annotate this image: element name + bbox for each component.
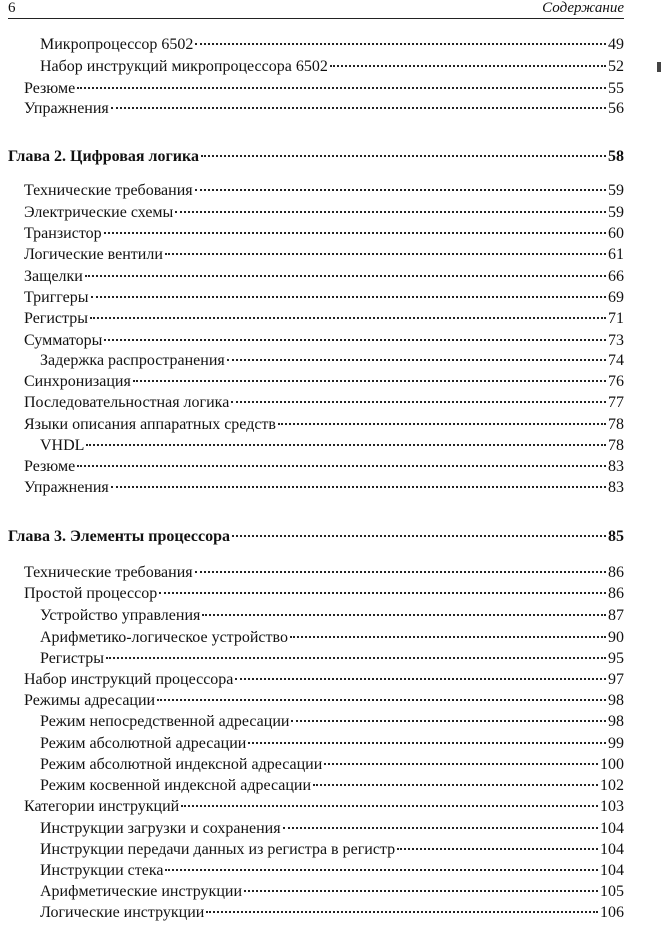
toc-entry-title: Микропроцессор 6502 bbox=[40, 36, 194, 53]
toc-leader bbox=[313, 784, 598, 786]
toc-page-number: 76 bbox=[608, 373, 624, 390]
toc-leader bbox=[181, 805, 598, 807]
toc-leader bbox=[248, 742, 606, 744]
toc-leader bbox=[77, 465, 606, 467]
toc-entry-title: Технические требования bbox=[24, 182, 193, 199]
toc-chapter-title: Глава 3. Элементы процессора bbox=[8, 528, 231, 545]
toc-entry-title: Устройство управления bbox=[40, 607, 201, 624]
toc-entry-title: Категории инструкций bbox=[24, 798, 180, 815]
toc-entry-title: Режим косвенной индексной адресации bbox=[40, 777, 312, 794]
toc-entry[interactable] bbox=[24, 98, 624, 119]
toc-entry[interactable] bbox=[40, 881, 624, 902]
toc-leader bbox=[283, 827, 598, 829]
toc-entry[interactable] bbox=[24, 690, 624, 711]
toc-leader bbox=[90, 317, 606, 319]
toc-chapter-title: Глава 2. Цифровая логика bbox=[8, 148, 199, 165]
toc-entry[interactable] bbox=[40, 818, 624, 839]
toc-page-number: 55 bbox=[608, 80, 624, 97]
toc-leader bbox=[397, 848, 598, 850]
toc-page-number: 99 bbox=[608, 735, 624, 752]
toc-page-number: 78 bbox=[608, 437, 624, 454]
toc-entry[interactable] bbox=[24, 266, 624, 287]
toc-entry-title: Простой процессор bbox=[24, 585, 158, 602]
toc-entry[interactable] bbox=[24, 583, 624, 604]
page-edge-mark bbox=[657, 62, 661, 72]
toc-entry-title: Набор инструкций процессора bbox=[24, 671, 234, 688]
toc-page-number: 49 bbox=[608, 36, 624, 53]
toc-leader bbox=[227, 359, 606, 361]
toc-entry-title: Набор инструкций микропроцессора 6502 bbox=[40, 58, 328, 75]
toc-leader bbox=[165, 253, 606, 255]
toc-entry[interactable] bbox=[24, 308, 624, 329]
toc-leader bbox=[159, 592, 606, 594]
toc-page-number: 86 bbox=[608, 564, 624, 581]
toc-page-number: 103 bbox=[600, 798, 624, 815]
toc-entry-title: Инструкции загрузки и сохранения bbox=[40, 820, 281, 837]
toc-leader bbox=[278, 423, 606, 425]
toc-leader bbox=[195, 43, 606, 45]
toc-entry-title: Режим абсолютной адресации bbox=[40, 735, 247, 752]
toc-entry-title: Триггеры bbox=[24, 289, 89, 306]
toc-chapter-entry[interactable] bbox=[8, 146, 624, 167]
toc-page-number: 85 bbox=[608, 528, 624, 545]
toc-entry[interactable] bbox=[40, 350, 624, 371]
toc-entry[interactable] bbox=[24, 392, 624, 413]
toc-leader bbox=[86, 444, 606, 446]
toc-entry-title: Технические требования bbox=[24, 564, 193, 581]
toc-entry[interactable] bbox=[40, 775, 624, 796]
toc-entry-title: Резюме bbox=[24, 458, 76, 475]
toc-page-number: 61 bbox=[608, 246, 624, 263]
toc-page-number: 104 bbox=[600, 841, 624, 858]
toc-page-number: 90 bbox=[608, 629, 624, 646]
toc-page-number: 98 bbox=[608, 692, 624, 709]
toc-leader bbox=[157, 699, 606, 701]
toc-entry-title: Транзистор bbox=[24, 225, 102, 242]
toc-entry-title: Арифметико-логическое устройство bbox=[40, 629, 288, 646]
toc-entry-title: Сумматоры bbox=[24, 332, 103, 349]
toc-page-number: 58 bbox=[608, 148, 624, 165]
toc-entry-title: Логические инструкции bbox=[40, 904, 205, 921]
toc-page-number: 60 bbox=[608, 225, 624, 242]
toc-entry[interactable] bbox=[40, 648, 624, 669]
toc-leader bbox=[206, 911, 598, 913]
toc-page-number: 74 bbox=[608, 352, 624, 369]
toc-entry[interactable] bbox=[24, 330, 624, 351]
toc-entry[interactable] bbox=[24, 78, 624, 99]
toc-page-number: 100 bbox=[600, 756, 624, 773]
toc-page-number: 105 bbox=[600, 883, 624, 900]
toc-entry-title: Режим абсолютной индексной адресации bbox=[40, 756, 323, 773]
toc-entry-title: Электрические схемы bbox=[24, 204, 174, 221]
toc-page-number: 59 bbox=[608, 204, 624, 221]
toc-entry[interactable] bbox=[40, 902, 624, 923]
toc-entry-title: Логические вентили bbox=[24, 246, 163, 263]
toc-entry[interactable] bbox=[40, 754, 624, 775]
toc-entry[interactable] bbox=[24, 414, 624, 435]
toc-page-number: 71 bbox=[608, 310, 624, 327]
toc-page-number: 69 bbox=[608, 289, 624, 306]
toc-page-number: 98 bbox=[608, 713, 624, 730]
toc-entry-title: Регистры bbox=[40, 650, 104, 667]
toc-page-number: 86 bbox=[608, 585, 624, 602]
toc-entry-title: Упражнения bbox=[24, 479, 109, 496]
toc-entry-title: Инструкции передачи данных из регистра в регистр bbox=[40, 841, 396, 858]
toc-page-number: 59 bbox=[608, 182, 624, 199]
toc-entry-title: Режимы адресации bbox=[24, 692, 156, 709]
toc-page-number: 83 bbox=[608, 479, 624, 496]
toc-leader bbox=[104, 232, 606, 234]
toc-entry[interactable] bbox=[40, 56, 624, 77]
toc-leader bbox=[201, 155, 606, 157]
toc-entry-title: Упражнения bbox=[24, 100, 109, 117]
toc-page-number: 87 bbox=[608, 607, 624, 624]
toc-entry[interactable] bbox=[40, 711, 624, 732]
toc-entry[interactable] bbox=[24, 477, 624, 498]
toc-entry[interactable] bbox=[40, 860, 624, 881]
toc-page-number: 95 bbox=[608, 650, 624, 667]
toc-leader bbox=[104, 339, 606, 341]
toc-entry[interactable] bbox=[24, 202, 624, 223]
toc-leader bbox=[324, 763, 598, 765]
toc-leader bbox=[202, 614, 606, 616]
toc-entry-title: Последовательностная логика bbox=[24, 394, 230, 411]
toc-leader bbox=[231, 401, 606, 403]
toc-page-number: 56 bbox=[608, 100, 624, 117]
toc-page-number: 104 bbox=[600, 862, 624, 879]
toc-entry[interactable] bbox=[40, 34, 624, 55]
toc-leader bbox=[133, 380, 606, 382]
toc-page-number: 83 bbox=[608, 458, 624, 475]
toc-leader bbox=[330, 65, 606, 67]
toc-leader bbox=[77, 87, 606, 89]
toc-page-number: 104 bbox=[600, 820, 624, 837]
toc-entry-title: Языки описания аппаратных средств bbox=[24, 416, 276, 433]
toc-leader bbox=[106, 657, 606, 659]
toc-entry[interactable] bbox=[40, 605, 624, 626]
toc-leader bbox=[291, 720, 606, 722]
toc-entry[interactable] bbox=[24, 562, 624, 583]
toc-entry-title: Арифметические инструкции bbox=[40, 883, 243, 900]
toc-entry-title: Режим непосредственной адресации bbox=[40, 713, 290, 730]
toc-page-number: 66 bbox=[608, 268, 624, 285]
toc-entry[interactable] bbox=[24, 371, 624, 392]
toc-entry-title: VHDL bbox=[40, 437, 85, 454]
toc-entry[interactable] bbox=[24, 796, 624, 817]
toc-entry[interactable] bbox=[40, 627, 624, 648]
toc-page-number: 106 bbox=[600, 904, 624, 921]
toc-entry[interactable] bbox=[40, 733, 624, 754]
toc-page-number: 77 bbox=[608, 394, 624, 411]
toc-entry[interactable] bbox=[24, 244, 624, 265]
toc-leader bbox=[111, 486, 606, 488]
running-title: Содержание bbox=[542, 0, 624, 16]
toc-page-number: 73 bbox=[608, 332, 624, 349]
toc-page-number: 52 bbox=[608, 58, 624, 75]
toc-entry-title: Резюме bbox=[24, 80, 76, 97]
toc-leader bbox=[165, 869, 598, 871]
toc-leader bbox=[290, 636, 606, 638]
toc-leader bbox=[175, 211, 606, 213]
toc-entry-title: Регистры bbox=[24, 310, 88, 327]
toc-entry[interactable] bbox=[24, 223, 624, 244]
toc-leader bbox=[195, 189, 606, 191]
page-header bbox=[8, 0, 624, 19]
toc-leader bbox=[195, 571, 606, 573]
toc-entry[interactable] bbox=[40, 839, 624, 860]
toc-leader bbox=[232, 535, 606, 537]
toc-leader bbox=[235, 678, 606, 680]
page-number: 6 bbox=[8, 0, 16, 16]
toc-entry[interactable] bbox=[24, 180, 624, 201]
toc-entry[interactable] bbox=[24, 287, 624, 308]
toc-leader bbox=[85, 275, 606, 277]
toc-entry[interactable] bbox=[24, 669, 624, 690]
toc-leader bbox=[91, 296, 607, 298]
toc-entry-title: Защелки bbox=[24, 268, 83, 285]
toc-leader bbox=[111, 107, 606, 109]
toc-leader bbox=[244, 890, 598, 892]
toc-page-number: 97 bbox=[608, 671, 624, 688]
toc-entry-title: Синхронизация bbox=[24, 373, 131, 390]
toc-chapter-entry[interactable] bbox=[8, 526, 624, 547]
toc-entry-title: Инструкции стека bbox=[40, 862, 164, 879]
toc-page-number: 102 bbox=[600, 777, 624, 794]
toc-entry[interactable] bbox=[24, 456, 624, 477]
toc-entry[interactable] bbox=[40, 435, 624, 456]
toc-page-number: 78 bbox=[608, 416, 624, 433]
toc-entry-title: Задержка распространения bbox=[40, 352, 225, 369]
